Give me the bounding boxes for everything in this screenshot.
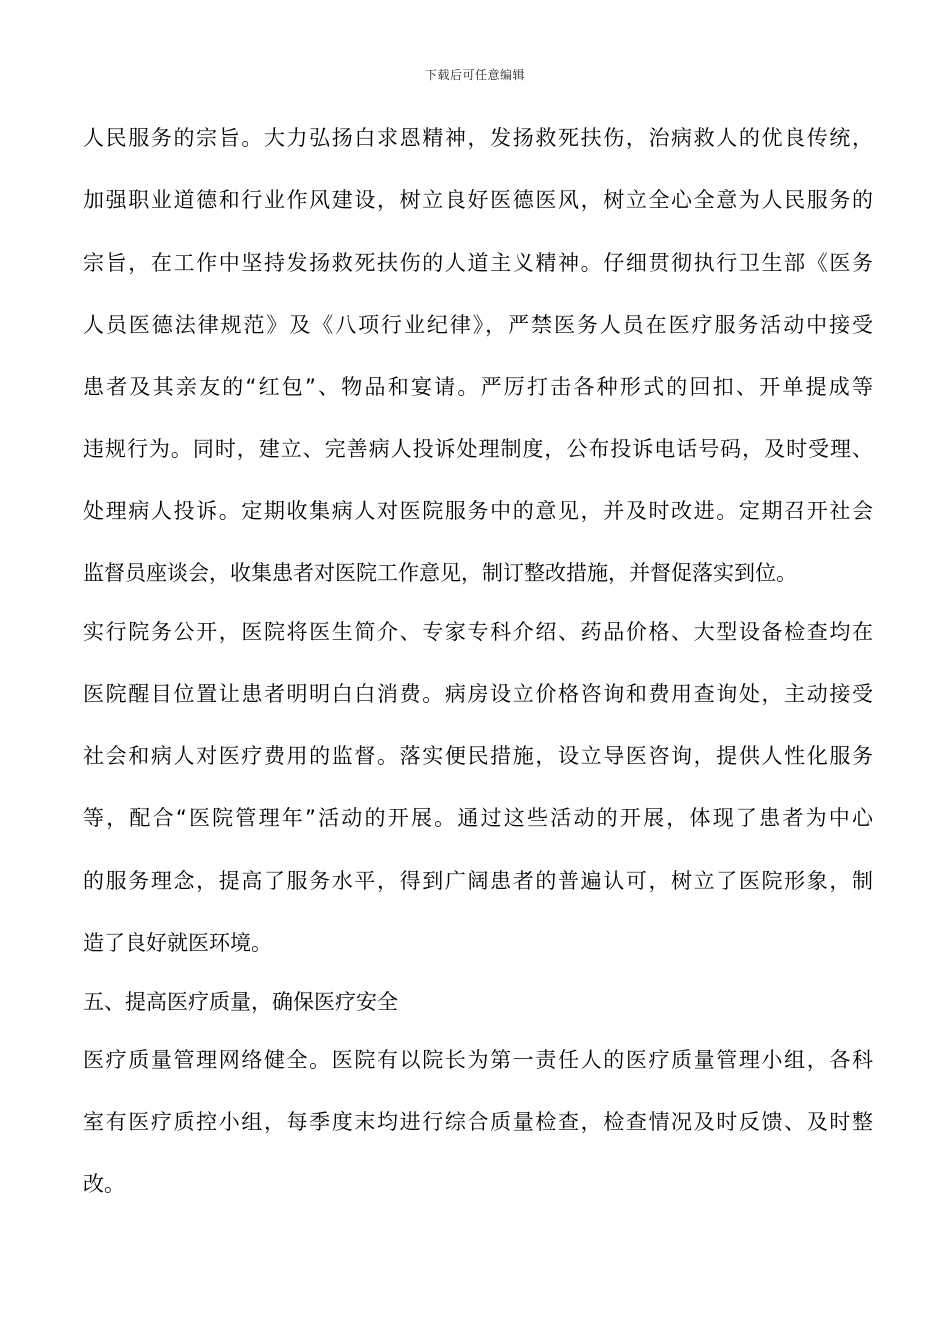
text-line: 的服务理念，提高了服务水平，得到广阔患者的普遍认可，树立了医院形象，制: [83, 869, 873, 893]
text-line: 医疗质量管理网络健全。医院有以院长为第一责任人的医疗质量管理小组，各科: [83, 1048, 873, 1072]
text-line: 加强职业道德和行业作风建设，树立良好医德医风，树立全心全意为人民服务的: [83, 188, 873, 212]
text-line: 等，配合“医院管理年”活动的开展。通过这些活动的开展，体现了患者为中心: [83, 806, 873, 830]
text-line: 室有医疗质控小组，每季度末均进行综合质量检查，检查情况及时反馈、及时整: [83, 1110, 873, 1134]
text-line: 医院醒目位置让患者明明白白消费。病房设立价格咨询和费用查询处，主动接受: [83, 682, 873, 706]
text-line: 人员医德法律规范》及《八项行业纪律》，严禁医务人员在医疗服务活动中接受: [83, 313, 873, 337]
text-line: 社会和病人对医疗费用的监督。落实便民措施，设立导医咨询，提供人性化服务: [83, 744, 873, 768]
text-line: 患者及其亲友的“红包”、物品和宴请。严厉打击各种形式的回扣、开单提成等: [83, 375, 873, 399]
text-line: 改。: [83, 1172, 125, 1196]
section-heading: 五、提高医疗质量，确保医疗安全: [83, 990, 398, 1014]
text-line: 造了良好就医环境。: [83, 931, 272, 955]
text-line: 宗旨，在工作中坚持发扬救死扶伤的人道主义精神。仔细贯彻执行卫生部《医务: [83, 251, 873, 275]
text-line: 处理病人投诉。定期收集病人对医院服务中的意见，并及时改进。定期召开社会: [83, 499, 873, 523]
page-header: 下载后可任意编辑: [424, 68, 525, 82]
text-line: 实行院务公开，医院将医生简介、专家专科介绍、药品价格、大型设备检查均在: [83, 620, 873, 644]
text-line: 人民服务的宗旨。大力弘扬白求恩精神，发扬救死扶伤，治病救人的优良传统，: [83, 126, 873, 150]
text-line: 监督员座谈会，收集患者对医院工作意见，制订整改措施，并督促落实到位。: [83, 561, 797, 585]
text-line: 违规行为。同时，建立、完善病人投诉处理制度，公布投诉电话号码，及时受理、: [83, 437, 873, 461]
